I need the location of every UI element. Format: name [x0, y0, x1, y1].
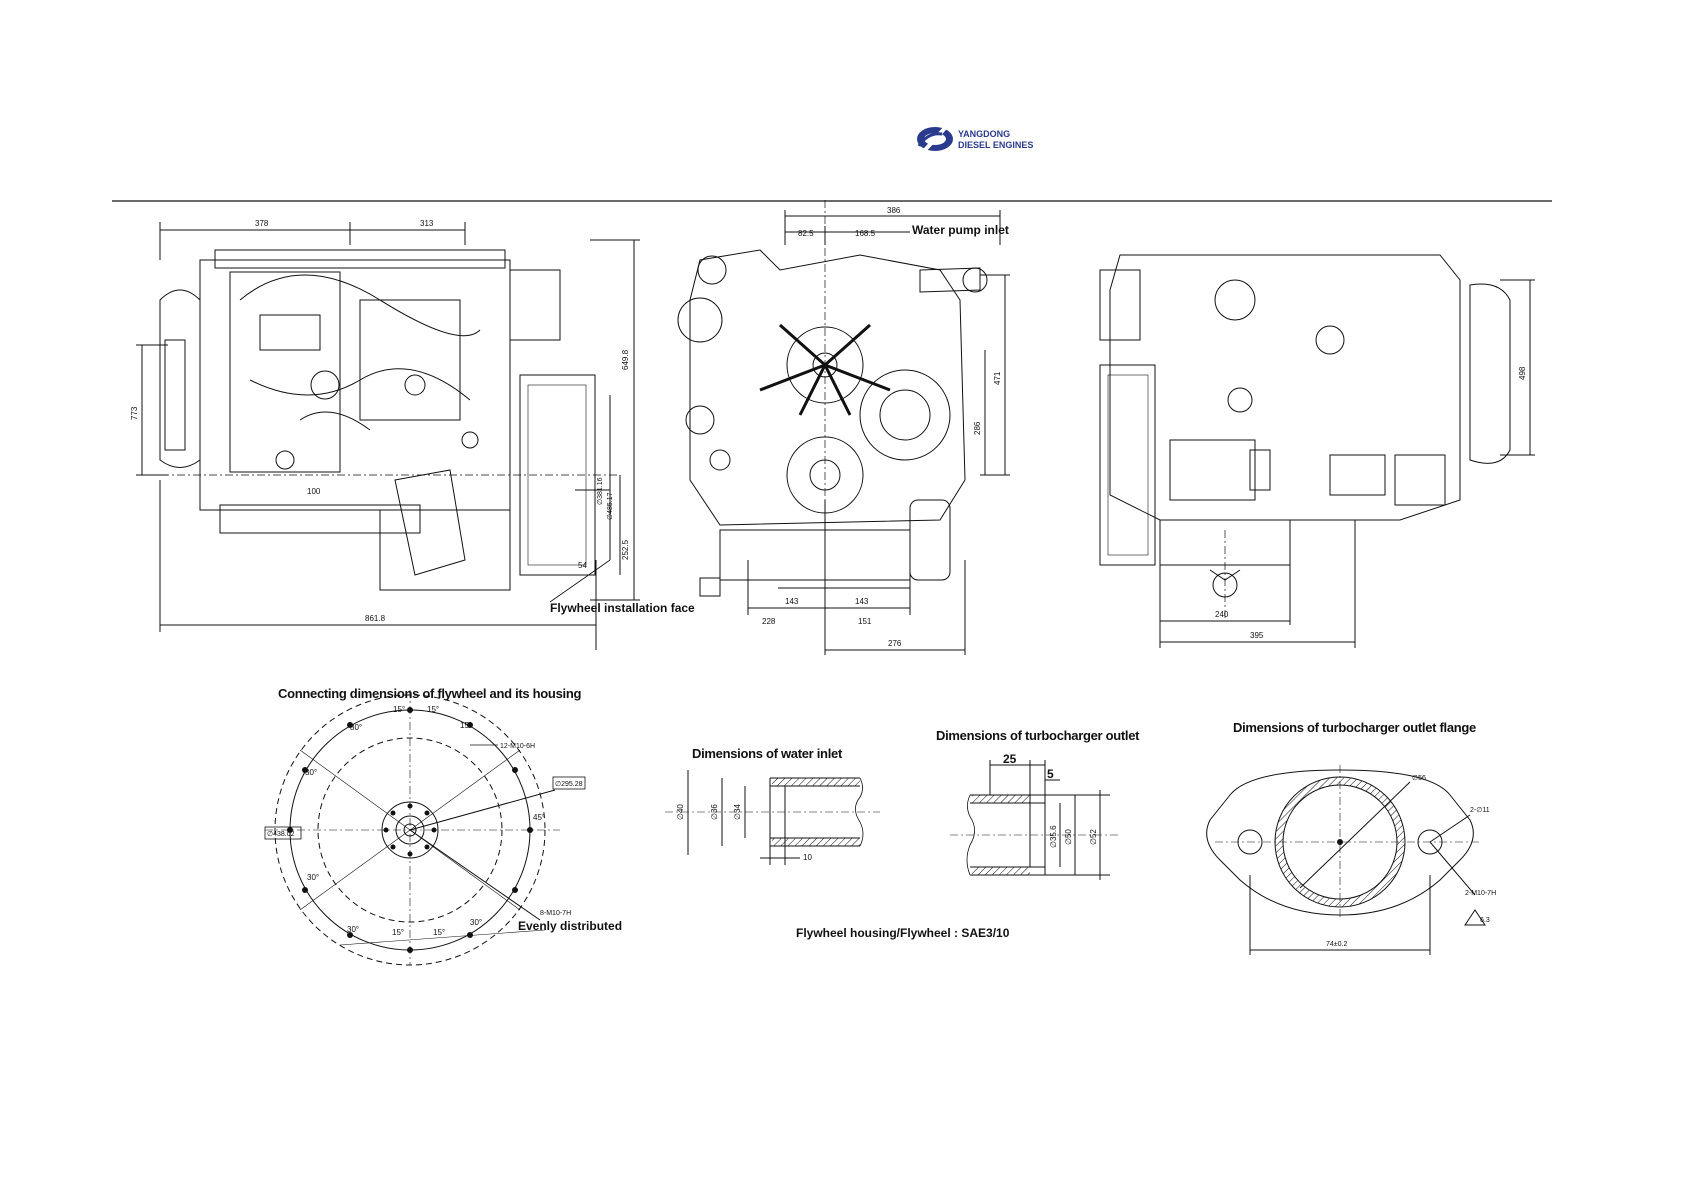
water-pump-inlet-label: Water pump inlet [912, 223, 1009, 237]
turbo-flange-drawing [1207, 765, 1485, 955]
side-dim-r3: 252.5 [621, 539, 630, 560]
front-dim-b4: 151 [858, 617, 872, 626]
fw-angle-5: 30° [305, 768, 318, 777]
to-dim-1: 25 [1003, 752, 1017, 766]
fw-evenly-distributed: Evenly distributed [518, 919, 623, 933]
fw-angle-9: 15° [433, 928, 446, 937]
to-dim-4: ∅50 [1064, 829, 1073, 845]
fw-angle-1: 15° [393, 705, 406, 714]
water-inlet-title: Dimensions of water inlet [692, 746, 842, 761]
fw-angle-10: 30° [347, 925, 360, 934]
turbo-outlet-wall-bottom [972, 867, 1030, 875]
turbo-outlet-drawing [950, 760, 1120, 880]
side-dim-top-2: 313 [420, 219, 434, 228]
front-dim-b: 168.5 [855, 229, 876, 238]
to-dim-3: ∅35.6 [1049, 825, 1058, 848]
tf-dim-3: 2-M10-7H [1465, 890, 1497, 897]
side-view-drawing [136, 222, 640, 650]
side-dim-r1: ∅381.16 [597, 477, 604, 505]
fw-left-dia: ∅438.02 [267, 831, 295, 838]
fw-bolt-bottom: 8-M10-7H [540, 910, 572, 917]
tf-dim-1: ∅56 [1412, 775, 1426, 782]
fw-angle-6: 45° [533, 813, 546, 822]
front-dim-r2: 286 [973, 421, 982, 435]
wi-dim-4: 10 [803, 853, 812, 862]
turbo-outlet-title: Dimensions of turbocharger outlet [936, 728, 1140, 743]
flywheel-detail-drawing [265, 690, 560, 965]
front-view-drawing [678, 200, 1010, 655]
flywheel-detail-title: Connecting dimensions of flywheel and its housing [278, 686, 582, 701]
fw-angle-3: 15° [460, 721, 473, 730]
side-height-total: 649.8 [621, 349, 630, 370]
water-inlet-wall-top [772, 778, 860, 786]
side-bottom-length: 861.8 [365, 614, 386, 623]
front-dim-r1: 471 [993, 371, 1002, 385]
wi-dim-1: ∅40 [676, 804, 685, 820]
fw-angle-8: 15° [392, 928, 405, 937]
front-dim-b1: 143 [785, 597, 799, 606]
front-dim-b5: 276 [888, 639, 902, 648]
fw-housing-dia: ∅295.28 [555, 781, 583, 788]
flywheel-housing-note: Flywheel housing/Flywheel : SAE3/10 [796, 926, 1010, 940]
to-dim-5: ∅52 [1089, 829, 1098, 845]
brand-line1: YANGDONG [958, 129, 1011, 139]
side-dim-r2: ∅485.17 [607, 492, 614, 520]
front-dim-b2: 143 [855, 597, 869, 606]
side-dim-r4: 54 [578, 561, 587, 570]
brand-line2: DIESEL ENGINES [958, 140, 1034, 150]
fw-angle-11: 30° [307, 873, 320, 882]
water-inlet-wall-bottom [772, 838, 860, 846]
tf-dim-5: 74±0.2 [1326, 941, 1348, 948]
rear-dim-b2: 395 [1250, 631, 1264, 640]
side-dim-top-1: 378 [255, 219, 269, 228]
turbo-flange-center [1337, 839, 1343, 845]
front-dim-b3: 228 [762, 617, 776, 626]
wi-dim-3: ∅34 [733, 804, 742, 820]
front-dim-a: 82.5 [798, 229, 814, 238]
rear-view-drawing [1100, 255, 1535, 648]
turbo-flange-title: Dimensions of turbocharger outlet flange [1233, 720, 1476, 735]
side-left-height: 773 [130, 406, 139, 420]
fw-angle-7: 30° [470, 918, 483, 927]
to-dim-2: 5 [1047, 767, 1054, 781]
tf-dim-2: 2-∅11 [1470, 807, 1490, 814]
yangdong-logo-icon [917, 127, 953, 151]
rear-height: 498 [1518, 366, 1527, 380]
fw-angle-4: 30° [350, 723, 363, 732]
flywheel-installation-face-label: Flywheel installation face [550, 601, 695, 615]
wi-dim-2: ∅36 [710, 804, 719, 820]
turbo-outlet-wall-top [972, 795, 1030, 803]
side-inner-dim: 100 [307, 487, 321, 496]
fw-angle-2: 15° [427, 705, 440, 714]
fw-bolt-top: 12-M10-6H [500, 743, 536, 750]
front-dim-top: 386 [887, 206, 901, 215]
rear-dim-b1: 240 [1215, 610, 1229, 619]
tf-dim-4: 6.3 [1480, 917, 1490, 924]
